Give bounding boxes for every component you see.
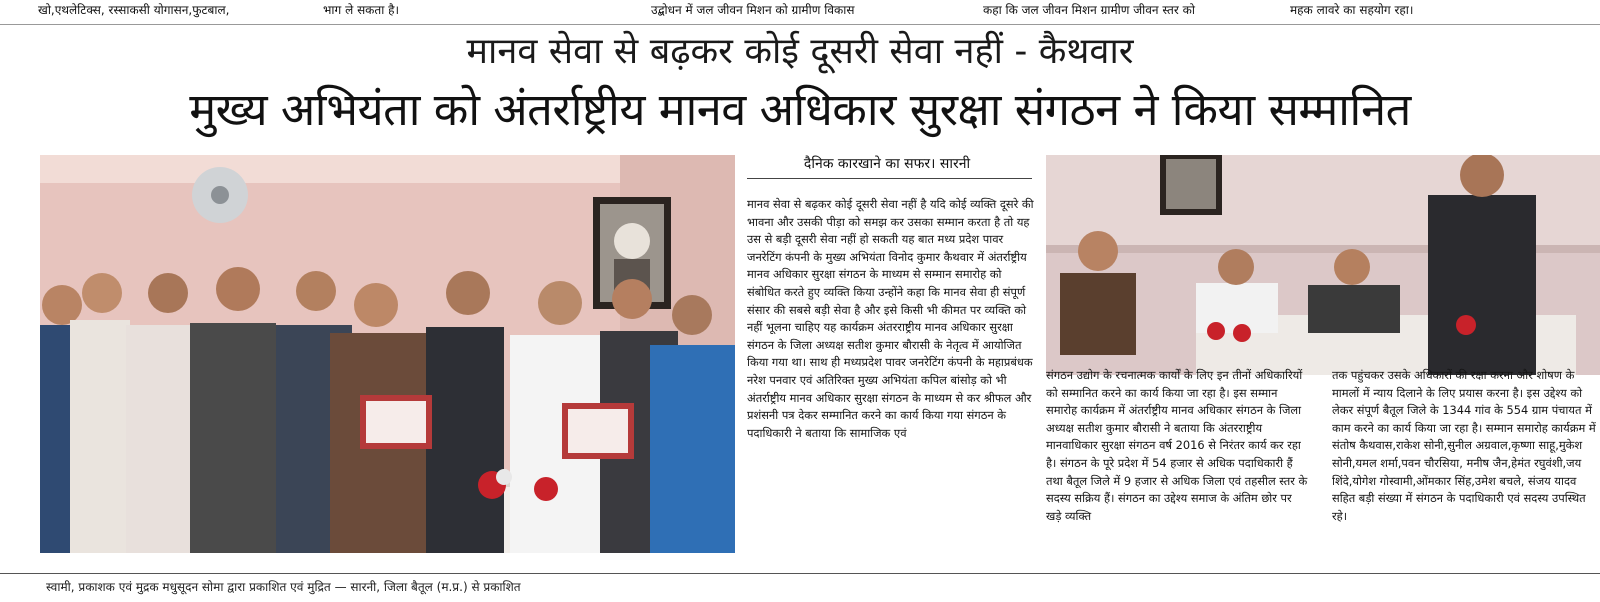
- dignitaries-illustration: [1046, 155, 1600, 375]
- footer-divider: [0, 573, 1600, 574]
- previous-article-strip: [0, 0, 1600, 24]
- strip-fragment: कहा कि जल जीवन मिशन ग्रामीण जीवन स्तर को: [983, 3, 1195, 17]
- dignitaries-photo: [1046, 155, 1600, 375]
- article-column-1: मानव सेवा से बढ़कर कोई दूसरी सेवा नहीं है यदि कोई व्यक्ति दूसरे की भावना और उसकी पीड़ा को समझ कर उसका सम्मान करता है तो यह उस से बड़ी दूसरी सेवा नहीं हो सकती यह बात मध्य प्रदेश पावर जनरेटिंग कंपनी के मुख्य अभियंता विनोद कुमार कैथवार में अंतर्राष्ट्रीय मानव अधिकार सुरक्षा संगठन के माध्यम से सम्मान समारोह को संबोधित करते हुए व्यक्ति किया उन्होंने कहा कि मानव सेवा ही संपूर्ण संसार की सबसे बड़ी सेवा है और इसे किसी भी कीमत पर व्यक्ति को नहीं भूलना चाहिए यह कार्यक्रम अंतरराष्ट्रीय मानव अधिकार सुरक्षा संगठन के जिला अध्यक्ष सतीश कुमार बौरासी के नेतृत्व में आयोजित किया गया था। साथ ही मध्यप्रदेश पावर जनरेटिंग कंपनी के महाप्रबंधक नरेश पनवार एवं अतिरिक्त मुख्य अभियंता कपिल बांसोड़ को भी अंतर्राष्ट्रीय मानव अधिकार सुरक्षा संगठन के माध्यम से कर श्रीफल और प्रशंसनी पत्र देकर सम्मानित करने का कार्य किया गया संगठन के पदाधिकारी ने बताया कि सामाजिक एवं: [747, 197, 1034, 440]
- dateline: दैनिक कारखाने का सफर। सारनी: [803, 156, 971, 172]
- article-column-2: संगठन उद्योग के रचनात्मक कार्यों के लिए इन तीनों अधिकारियों को सम्मानित करने का कार्य किया जा रहा है। इस सम्मान समारोह कार्यक्रम में अंतर्राष्ट्रीय मानव अधिकार संगठन के जिला अध्यक्ष सतीश कुमार बौरासी ने बताया कि अंतरराष्ट्रीय मानवाधिकार सुरक्षा संगठन वर्ष 2016 से निरंतर कार्य कर रहा है। संगठन के पूरे प्रदेश में 54 हजार से अधिक पदाधिकारी हैं तथा बैतूल जिले में 9 हजार से अधिक जिला एवं तहसील स्तर के सदस्य सक्रिय हैं। संगठन का उद्देश्य समाज के अंतिम छोर पर खड़े व्यक्ति: [1046, 368, 1308, 523]
- article-subheadline: मानव सेवा से बढ़कर कोई दूसरी सेवा नहीं - कैथवार: [466, 31, 1134, 72]
- top-divider: [0, 24, 1600, 25]
- strip-fragment: खो,एथलेटिक्स, रस्साकसी योगासन,फुटबाल,: [38, 3, 230, 17]
- print-line-imprint: स्वामी, प्रकाशक एवं मुद्रक मधुसूदन सोमा द्वारा प्रकाशित एवं मुद्रित — सारनी, जिला बैतूल (म.प्र.) से प्रकाशित: [46, 580, 521, 594]
- group-photo-illustration: [40, 155, 735, 553]
- article-headline: मुख्य अभियंता को अंतर्राष्ट्रीय मानव अधिकार सुरक्षा संगठन ने किया सम्मानित: [189, 83, 1411, 136]
- article-column-3: तक पहुंचकर उसके अधिकारों की रक्षा करना और शोषण के मामलों में न्याय दिलाने के लिए प्रयास करना है। इस उद्देश्य को लेकर संपूर्ण बैतूल जिले के 1344 गांव के 554 ग्राम पंचायत में काम करने का कार्य किया जा रहा है। सम्मान समारोह कार्यक्रम में संतोष कैथवास,राकेश सोनी,सुनील अग्रवाल,कृष्णा साहू,मुकेश सोनी,यमल शर्मा,पवन चौरसिया, मनीष जैन,हेमंत रघुवंशी,जय शिंदे,योगेश गोस्वामी,ओंमकार सिंह,उमेश बचले, संजय यादव सहित बड़ी संख्या में संगठन के पदाधिकारी एवं सदस्य उपस्थित रहे।: [1332, 368, 1596, 523]
- strip-fragment: उद्बोधन में जल जीवन मिशन को ग्रामीण विकास: [651, 3, 855, 17]
- felicitation-group-photo: [40, 155, 735, 553]
- strip-fragment: महक लावरे का सहयोग रहा।: [1290, 3, 1414, 17]
- strip-fragment: भाग ले सकता है।: [323, 3, 400, 17]
- dateline-divider: [747, 178, 1032, 179]
